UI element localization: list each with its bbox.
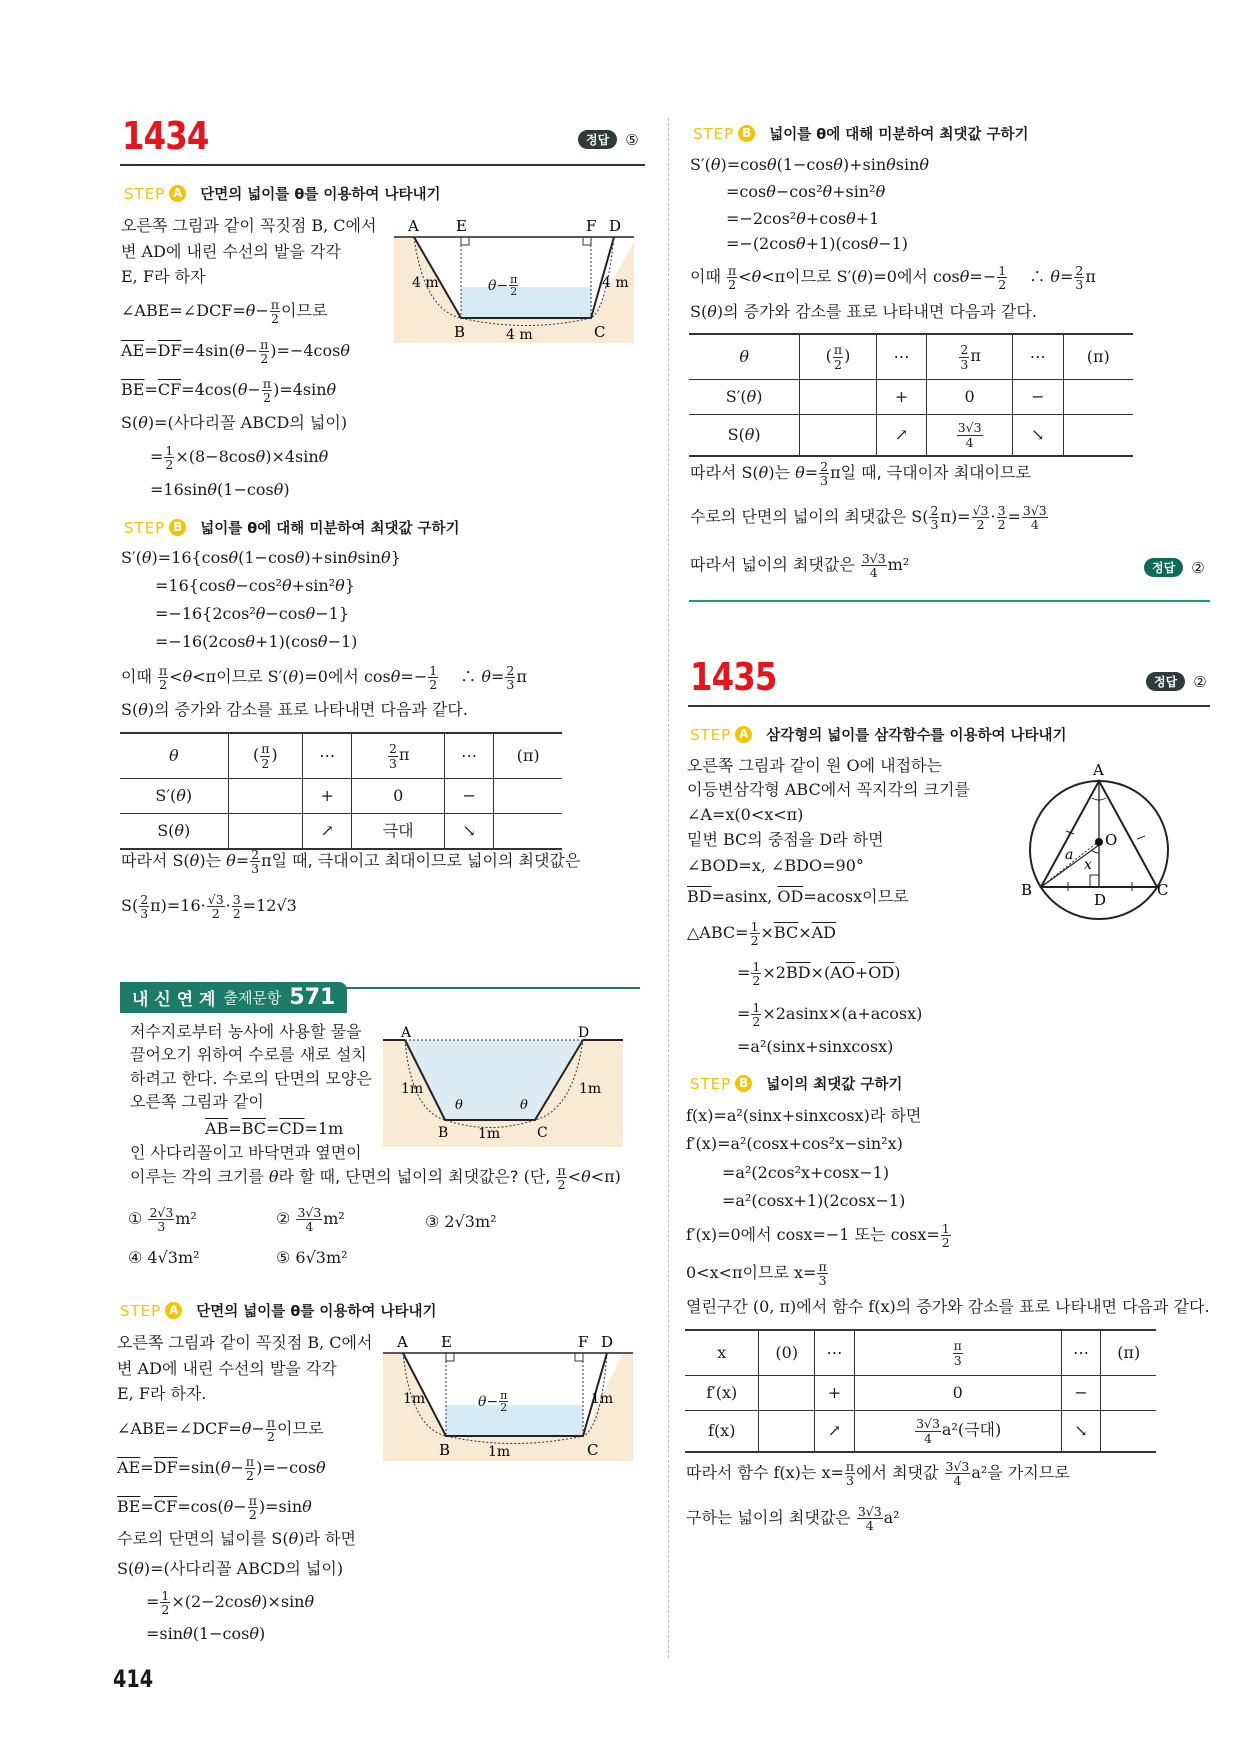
text-line: S(θ)=(사다리꼴 ABCD의 넓이) — [121, 413, 348, 432]
label-F: F — [578, 1333, 589, 1351]
inscribed-triangle-diagram — [1015, 755, 1185, 930]
text-line: $\overline{AB}=\overline{BC}=\overline{CD}=1m$ — [205, 1119, 344, 1138]
label-B: B — [438, 1125, 449, 1141]
table-cell: $\frac{2}{3}$ π — [352, 733, 445, 779]
step-title: 삼각형의 넓이를 삼각함수를 이용하여 나타내기 — [766, 728, 1067, 744]
answer-indicator — [1146, 672, 1207, 691]
text-line: 수로의 단면의 넓이를 S(θ)라 하면 — [117, 1529, 356, 1548]
column-divider — [668, 118, 669, 1658]
table-row — [689, 334, 1133, 380]
label-E: E — [441, 1333, 452, 1351]
text-line: △ABC= $\frac{1}{2}$ $\times\overline{BC}\times\overline{AD}$ — [687, 919, 836, 949]
label-theta: θ — [520, 1098, 528, 1113]
text-line: 오른쪽 그림과 같이 — [130, 1092, 264, 1111]
text-line: S( $\frac{2}{3}$ π)=16· $\frac{√3}{2}$ · $\frac{3}{2}$ =12√3 — [121, 892, 297, 922]
table-cell — [1101, 1411, 1156, 1453]
text-line: ∠A=x(0<x<π) — [687, 805, 804, 824]
text-line: =−(2cosθ+1)(cosθ−1) — [726, 234, 909, 253]
text-line: =a²(sinx+sinxcosx) — [737, 1037, 894, 1056]
label-D: D — [578, 1025, 590, 1041]
answer-indicator — [578, 130, 639, 149]
table-cell — [1063, 380, 1133, 415]
label-left: 1m — [403, 1391, 426, 1407]
table-cell: (π) — [1063, 334, 1133, 380]
table-cell: 0 — [854, 1376, 1061, 1411]
text-line: 밑변 BC의 중점을 D라 하면 — [687, 830, 884, 849]
table-cell: ⋯ — [1061, 1330, 1101, 1376]
step-badge: A — [735, 726, 752, 743]
label-C: C — [594, 323, 606, 341]
step-title: 넓이를 θ에 대해 미분하여 최댓값 구하기 — [200, 521, 460, 537]
table-cell: S(θ) — [727, 425, 761, 445]
table-cell: + — [876, 380, 927, 415]
table-cell: ↘ — [444, 814, 493, 850]
text-line: 오른쪽 그림과 같이 꼭짓점 B, C에서 — [117, 1333, 373, 1352]
answer-pill: 정답 — [578, 130, 617, 149]
banner-subtitle: 출제문항 — [223, 989, 282, 1007]
text-line: ∠ABE=∠DCF=θ− $\frac{\pi}{2}$ 이므로 — [121, 297, 328, 327]
problem-number: 1435 — [690, 655, 777, 699]
label-right: 1m — [579, 1081, 602, 1097]
table-cell: $\frac{3√3}{4}$ — [927, 415, 1013, 457]
step-title: 넓이의 최댓값 구하기 — [766, 1077, 903, 1093]
step-badge: A — [165, 1302, 182, 1319]
text-line: 이때 $\frac{\pi}{2}$ <θ<π이므로 S′(θ)=0에서 cosθ=− $\frac{1}{2}$ ∴ θ= $\frac{2}{3}$ π — [690, 263, 1096, 293]
table-cell: ⋯ — [1012, 334, 1063, 380]
text-line: =16{cosθ−cos²θ+sin²θ} — [155, 576, 355, 595]
step-a-heading — [120, 1300, 436, 1321]
label-right: 1m — [591, 1391, 614, 1407]
label-theta: θ — [455, 1098, 463, 1113]
text-line: $\overline{BD}=asinx$, $\overline{OD}=acosx$이므로 — [687, 887, 909, 906]
table-cell: − — [444, 779, 493, 814]
text-line: 인 사다리꼴이고 바닥면과 옆면이 — [130, 1143, 362, 1162]
step-badge: B — [735, 1075, 752, 1092]
choice-5[interactable]: ⑤ 6√3m² — [276, 1248, 348, 1267]
text-line: S(θ)=(사다리꼴 ABCD의 넓이) — [117, 1559, 344, 1578]
step-label: STEP — [124, 184, 166, 203]
step-label: STEP — [690, 725, 732, 744]
choice-4[interactable]: ④ 4√3m² — [128, 1248, 200, 1267]
step-label: STEP — [124, 518, 166, 537]
label-A: A — [1093, 761, 1104, 779]
text-line: ∠BOD=x, ∠BDO=90° — [687, 856, 864, 875]
table-cell: + — [303, 779, 352, 814]
text-line: 따라서 함수 f(x)는 x= $\frac{\pi}{3}$ 에서 최댓값 $\frac{3√3}{4}$ a²을 가지므로 — [686, 1459, 1070, 1489]
label-D: D — [609, 217, 622, 235]
text-line: f′(x)=0에서 cosx=−1 또는 cosx= $\frac{1}{2}$ — [686, 1221, 950, 1251]
label-C: C — [587, 1441, 599, 1459]
table-cell: (π) — [1101, 1330, 1156, 1376]
related-problem-banner — [120, 982, 347, 1013]
label-a: a — [1065, 847, 1074, 863]
table-cell: $\frac{2}{3}$ π — [927, 334, 1013, 380]
angle-label: θ− $\frac{\pi}{2}$ — [488, 273, 518, 299]
step-b-heading — [124, 517, 460, 538]
table-row — [120, 814, 562, 850]
label-C: C — [537, 1125, 548, 1141]
answer-indicator — [1144, 558, 1205, 577]
table-row — [685, 1376, 1156, 1411]
table-cell — [494, 814, 562, 850]
step-badge: B — [169, 519, 186, 536]
table-cell: + — [814, 1376, 854, 1411]
choice-3[interactable]: ③ 2√3m² — [425, 1212, 497, 1231]
text-line: =−16(2cosθ+1)(cosθ−1) — [155, 632, 358, 651]
page-number: 414 — [113, 1665, 154, 1693]
label-B: B — [439, 1441, 451, 1459]
table-cell: S′(θ) — [725, 387, 763, 407]
table-row — [685, 1330, 1156, 1376]
table-cell: ↗ — [814, 1411, 854, 1453]
answer-value: ② — [1193, 672, 1207, 691]
divider — [120, 164, 645, 166]
answer-pill: 정답 — [1146, 672, 1185, 691]
step-badge: B — [738, 125, 755, 142]
text-line: $\overline{AE}=\overline{DF}=\sin(\theta-$ $\frac{\pi}{2}$ )=−cosθ — [117, 1454, 326, 1484]
label-B: B — [1021, 881, 1033, 899]
text-line: S(θ)의 증가와 감소를 표로 나타내면 다음과 같다. — [690, 302, 1037, 321]
label-left: 4 m — [412, 275, 439, 291]
variation-table — [685, 1329, 1156, 1453]
table-cell: θ — [168, 746, 179, 766]
label-bottom: 1m — [478, 1126, 501, 1142]
text-line: 끌어오기 위하여 수로를 새로 설치 — [130, 1045, 367, 1064]
label-E: E — [456, 217, 467, 235]
table-cell — [494, 779, 562, 814]
table-cell: f(x) — [708, 1421, 736, 1441]
step-a-heading — [124, 183, 440, 204]
text-line: f′(x)=a²(cosx+cos²x−sin²x) — [686, 1134, 903, 1153]
section-end-line — [689, 600, 1210, 602]
text-line: 오른쪽 그림과 같이 원 O에 내접하는 — [687, 756, 942, 775]
text-line: = $\frac{1}{2}$ ×(2−2cosθ)×sinθ — [146, 1588, 315, 1618]
answer-pill: 정답 — [1144, 558, 1183, 577]
table-row — [689, 380, 1133, 415]
table-cell: ⋯ — [814, 1330, 854, 1376]
text-line: $\overline{BE}=\overline{CF}=\cos(\theta-$ $\frac{\pi}{2}$ )=sinθ — [117, 1493, 312, 1523]
text-line: 이등변삼각형 ABC에서 꼭지각의 크기를 — [687, 780, 970, 799]
text-line: S(θ)의 증가와 감소를 표로 나타내면 다음과 같다. — [121, 700, 468, 719]
table-row — [685, 1411, 1156, 1453]
step-badge: A — [169, 185, 186, 202]
step-title: 단면의 넓이를 θ를 이용하여 나타내기 — [200, 187, 441, 203]
banner-line — [330, 987, 640, 989]
answer-value: ⑤ — [625, 130, 639, 149]
choice-2[interactable]: ② $\frac{3√3}{4}$ m² — [276, 1205, 345, 1235]
table-row — [120, 733, 562, 779]
text-line: $\overline{AE}=\overline{DF}=4\sin(\theta-$ $\frac{\pi}{2}$ )=−4cosθ — [121, 337, 350, 367]
step-label: STEP — [693, 124, 735, 143]
table-cell — [759, 1376, 814, 1411]
text-line: 이루는 각의 크기를 θ라 할 때, 단면의 넓이의 최댓값은? (단, $\frac{\pi}{2}$ <θ<π) — [130, 1163, 621, 1193]
table-cell: ↗ — [876, 415, 927, 457]
label-D: D — [601, 1333, 614, 1351]
table-cell — [1101, 1376, 1156, 1411]
table-cell: 0 — [352, 779, 445, 814]
banner-number: 571 — [289, 985, 336, 1010]
text-line: 구하는 넓이의 최댓값은 $\frac{3√3}{4}$ a² — [686, 1504, 900, 1534]
step-label: STEP — [120, 1301, 162, 1320]
text-line: f(x)=a²(sinx+sinxcosx)라 하면 — [686, 1106, 922, 1125]
label-bottom: 1m — [488, 1444, 511, 1460]
text-line: = $\frac{1}{2}$ ×2asinx×(a+acosx) — [737, 1000, 923, 1030]
table-cell — [1063, 415, 1133, 457]
problem-number: 1434 — [122, 114, 209, 158]
text-line: =−2cos²θ+cosθ+1 — [726, 209, 880, 228]
table-cell: ⋯ — [303, 733, 352, 779]
table-cell: ⋯ — [444, 733, 493, 779]
label-x: x — [1084, 857, 1092, 873]
text-line: 열린구간 (0, π)에서 함수 f(x)의 증가와 감소를 표로 나타내면 다음과 같다. — [686, 1297, 1210, 1316]
table-cell — [800, 380, 876, 415]
table-cell: ↘ — [1061, 1411, 1101, 1453]
text-line: =sinθ(1−cosθ) — [146, 1624, 266, 1643]
step-b-heading — [693, 123, 1029, 144]
label-D: D — [1094, 891, 1107, 909]
step-title: 넓이를 θ에 대해 미분하여 최댓값 구하기 — [769, 127, 1029, 143]
text-line: 수로의 단면의 넓이의 최댓값은 S( $\frac{2}{3}$ π)= $\frac{√3}{2}$ · $\frac{3}{2}$ = $\frac{3√3}{4}$ — [690, 503, 1047, 533]
step-title: 단면의 넓이를 θ를 이용하여 나타내기 — [196, 1304, 437, 1320]
step-label: STEP — [690, 1074, 732, 1093]
text-line: 오른쪽 그림과 같이 꼭짓점 B, C에서 — [121, 216, 377, 235]
table-cell — [800, 415, 876, 457]
label-bottom: 4 m — [506, 327, 533, 343]
table-cell: 0 — [927, 380, 1013, 415]
step-a-heading — [690, 724, 1067, 745]
variation-table — [689, 333, 1133, 457]
table-row — [689, 415, 1133, 457]
variation-table — [120, 732, 562, 850]
table-cell: ⋯ — [876, 334, 927, 380]
text-line: =a²(cosx+1)(2cosx−1) — [722, 1191, 906, 1210]
table-cell: $\frac{3√3}{4}$ a²(극대) — [854, 1411, 1061, 1453]
table-cell: $\frac{\pi}{3}$ — [854, 1330, 1061, 1376]
table-cell: ↘ — [1012, 415, 1063, 457]
label-left: 1m — [401, 1081, 424, 1097]
table-cell: − — [1061, 1376, 1101, 1411]
banner-title: 내 신 연 계 — [132, 990, 216, 1010]
text-line: 변 AD에 내린 수선의 발을 각각 — [121, 242, 341, 261]
divider — [688, 705, 1210, 707]
text-line: 변 AD에 내린 수선의 발을 각각 — [117, 1359, 337, 1378]
text-line: ∠ABE=∠DCF=θ− $\frac{\pi}{2}$ 이므로 — [117, 1415, 324, 1445]
table-cell: x — [717, 1343, 727, 1363]
table-cell — [228, 779, 303, 814]
table-cell — [759, 1411, 814, 1453]
table-cell: ( $\frac{\pi}{2}$ ) — [800, 334, 876, 380]
label-A: A — [408, 217, 419, 235]
text-line: =−16{2cos²θ−cosθ−1} — [155, 604, 350, 623]
label-A: A — [401, 1025, 412, 1041]
text-line: S′(θ)=16{cosθ(1−cosθ)+sinθsinθ} — [121, 548, 401, 567]
label-F: F — [586, 217, 597, 235]
angle-label: θ− $\frac{\pi}{2}$ — [478, 1389, 508, 1415]
table-cell: S(θ) — [157, 821, 191, 841]
label-O: O — [1105, 831, 1118, 849]
text-line: S′(θ)=cosθ(1−cosθ)+sinθsinθ — [690, 155, 930, 174]
text-line: E, F라 하자 — [121, 267, 206, 286]
text-line: 따라서 넓이의 최댓값은 $\frac{3√3}{4}$ m² — [690, 551, 910, 581]
table-row — [120, 779, 562, 814]
text-line: =a²(2cos²x+cosx−1) — [722, 1163, 890, 1182]
table-cell: θ — [739, 347, 749, 367]
trapezoid-diagram-1m — [383, 1025, 623, 1147]
text-line: =cosθ−cos²θ+sin²θ — [726, 182, 886, 201]
text-line: 따라서 S(θ)는 θ= $\frac{2}{3}$ π일 때, 극대이고 최대이므로 넓이의 최댓값은 — [121, 847, 581, 877]
label-C: C — [1157, 881, 1169, 899]
label-right: 4 m — [602, 275, 629, 291]
table-cell: ( $\frac{\pi}{2}$ ) — [228, 733, 303, 779]
text-line: = $\frac{1}{2}$ ×(8−8cosθ)×4sinθ — [150, 443, 329, 473]
text-line: 따라서 S(θ)는 θ= $\frac{2}{3}$ π일 때, 극대이자 최대이므로 — [690, 459, 1031, 489]
table-cell: (0) — [759, 1330, 814, 1376]
table-cell: S′(θ) — [155, 786, 193, 806]
label-A: A — [397, 1333, 408, 1351]
table-cell — [228, 814, 303, 850]
table-cell: 극대 — [352, 814, 445, 850]
text-line: 저수지로부터 농사에 사용할 물을 — [130, 1022, 362, 1041]
text-line: 하려고 한다. 수로의 단면의 모양은 — [130, 1069, 372, 1088]
answer-value: ② — [1191, 558, 1205, 577]
text-line: $\overline{BE}=\overline{CF}=4\cos(\theta-$ $\frac{\pi}{2}$ )=4sinθ — [121, 376, 337, 406]
text-line: 이때 $\frac{\pi}{2}$ <θ<π이므로 S′(θ)=0에서 cosθ=− $\frac{1}{2}$ ∴ θ= $\frac{2}{3}$ π — [121, 663, 527, 693]
table-cell: − — [1012, 380, 1063, 415]
text-line: 0<x<π이므로 x= $\frac{\pi}{3}$ — [686, 1259, 827, 1289]
text-line: = $\frac{1}{2}$ $\times 2\overline{BD}\times(\overline{AO}+\overline{OD})$ — [737, 959, 901, 989]
label-B: B — [454, 323, 466, 341]
table-cell: (π) — [494, 733, 562, 779]
table-cell: ↗ — [303, 814, 352, 850]
table-cell: f′(x) — [706, 1383, 738, 1403]
text-line: E, F라 하자. — [117, 1384, 207, 1403]
choice-1[interactable]: ① $\frac{2√3}{3}$ m² — [128, 1205, 197, 1235]
text-line: =16sinθ(1−cosθ) — [150, 480, 290, 499]
step-b-heading — [690, 1073, 902, 1094]
